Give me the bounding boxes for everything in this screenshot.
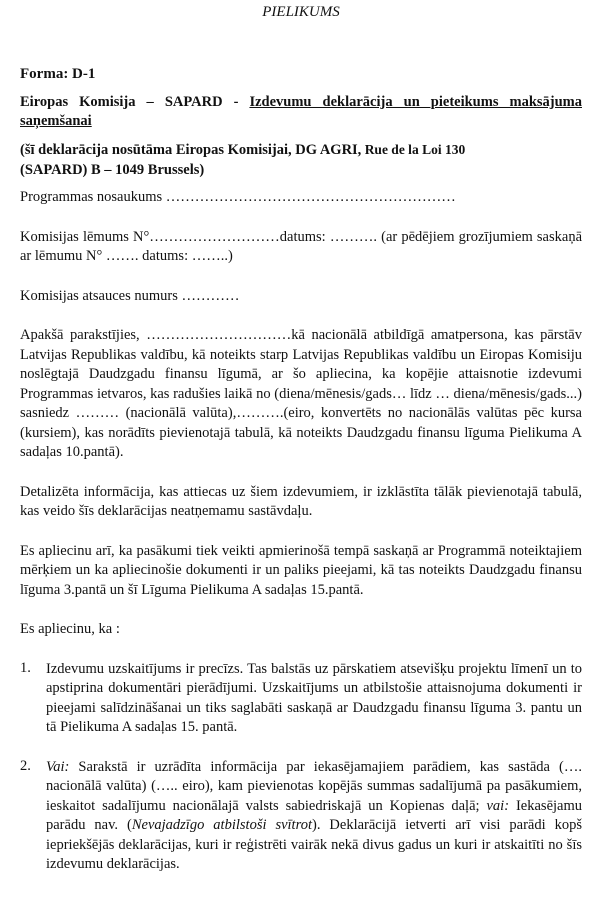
details-paragraph: Detalizēta informācija, kas attiecas uz šiem izdevumiem, ir izklāstīta tālāk pievienotajā tabulā, kas veido šīs deklarācijas neatņemamu sastāvdaļu. <box>20 483 582 519</box>
note-main: (šī deklarācija nosūtāma Eiropas Komisijai, DG AGRI, <box>20 142 362 158</box>
program-name-field: Programmas nosaukums …………………………………………………… <box>20 189 456 205</box>
option-text: Iekasējamu parādu nav. ( <box>46 797 582 833</box>
strike-note: Nevajadzīgo atbilstoši svītrot <box>131 817 312 833</box>
list-number: 1. <box>20 659 31 676</box>
list-text: Izdevumu uzskaitījums ir precīzs. Tas balstās uz pārskatiem atsevišķu projektu līmenī un to apstiprina dokumentāri pierādījumi. Uzskaitījums un atbilstošie attaisnojuma dokumenti ir pieejami salīdzināšanai un tiks saglabāti saskaņā ar Daudzgadu finansu līguma 3. pantu un tā Pielikuma A sadaļas 15. pantā. <box>46 660 582 735</box>
note-tail: (SAPARD) B – 1049 Brussels) <box>20 162 205 178</box>
certify-intro: Es apliecinu, ka : <box>20 621 120 637</box>
title-underlined: Izdevumu deklarācija un pieteikums maksājuma saņemšanai <box>20 94 582 129</box>
option-text: ). Deklarācijā ietverti arī visi parādi kopš iepriekšējās deklarācijas, kuri ir reģistrēti vairāk nekā divus gadus un kuri ir atskaitīti no šīs izdevumu deklarācijas. <box>46 817 582 872</box>
page-header: PIELIKUMS <box>262 4 340 20</box>
title-prefix: Eiropas Komisija – SAPARD - <box>20 94 250 110</box>
document-page <box>20 0 582 875</box>
submission-note <box>20 140 582 180</box>
commission-decision-field: Komisijas lēmums N°………………………datums: ………. (ar pēdējiem grozījumiem saskaņā ar lēmumu N° ……. datums: ……..) <box>20 228 582 264</box>
note-address: Rue de la Loi 130 <box>361 142 466 157</box>
list-item <box>20 660 582 738</box>
document-title <box>20 93 582 131</box>
list-number: 2. <box>20 757 31 774</box>
option-label: Vai: <box>46 758 70 775</box>
certification-paragraph: Es apliecinu arī, ka pasākumi tiek veikti apmierinošā tempā saskaņā ar Programmā noteiktajiem mērķiem un ka apliecinošie dokumenti ir un paliks pieejami, kā tas noteikts Daudzgadu finansu līguma 3.pantā un šī Līguma Pielikuma A sadaļas 15.pantā. <box>20 542 582 598</box>
option-text: Sarakstā ir uzrādīta informācija par iekasējamajiem parādiem, kas sastāda (…. nacionālā valūta) (….. eiro), kam pievienotas kopējās summas sadalījumā pa pasākumiem, ieskaitot sadalījumu nacionālajā valsts sabiedriskajā un Kopienas daļā; <box>46 758 582 814</box>
option-label: vai: <box>486 797 510 814</box>
form-id: Forma: D-1 <box>20 66 96 82</box>
list-text <box>46 758 582 875</box>
commission-reference-field: Komisijas atsauces numurs ………… <box>20 287 240 304</box>
list-item <box>20 758 582 875</box>
declaration-paragraph: Apakšā parakstījies, …………………………kā nacionālā atbildīgā amatpersona, kas pārstāv Latvijas Republikas valdību, kā noteikts starp Latvijas Republikas valdību un Eiropas Komisiju noslēgtajā Daudzgadu finansu līgumā, ar šo apliecina, ka kopējie attaisnotie izdevumi Programmas ietvaros, kas radušies laikā no (diena/mēnesis/gads… līdz … diena/mēnesis/gads...) sasniedz ……… (nacionālā valūta),……….(eiro, konvertēts no nacionālās valūtas pēc kursa (kursiem), kas norādīts pievienotajā tabulā, kā noteikts Daudzgadu finansu līguma Pielikuma A sadaļas 10.pantā). <box>20 327 582 460</box>
